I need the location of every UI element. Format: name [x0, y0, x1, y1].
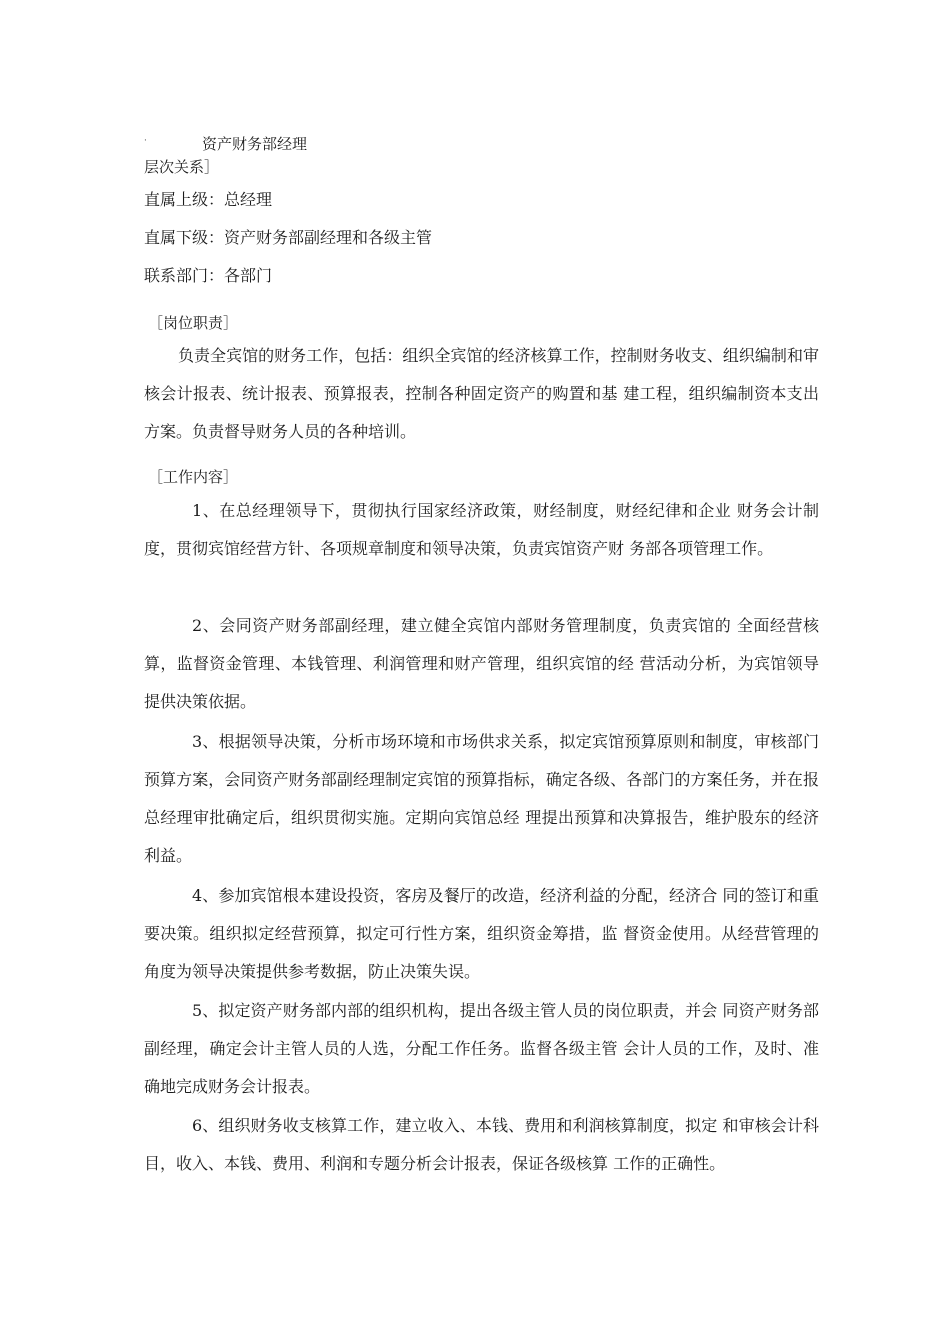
work-item-5: 5、拟定资产财务部内部的组织机构，提出各级主管人员的岗位职责，并会 同资产财务部副经理，确定会计主管人员的人选，分配工作任务。监督各级主管 会计人员的工作，及时、准确地完成财务会计报表。	[144, 1001, 819, 1096]
relation-department: 联系部门：各部门	[144, 266, 273, 285]
job-title: 资产财务部经理	[202, 135, 308, 153]
work-item-1: 1、在总经理领导下，贯彻执行国家经济政策，财经制度，财经纪律和企业 财务会计制度，贯彻宾馆经营方针、各项规章制度和领导决策，负责宾馆资产财 务部各项管理工作。	[144, 501, 819, 558]
work-item-4: 4、参加宾馆根本建设投资，客房及餐厅的改造，经济利益的分配，经济合 同的签订和重要决策。组织拟定经营预算，拟定可行性方案，组织资金筹措，监 督资金使用。从经营管理的角度为领导决策提供参考数据，防止决策失误。	[144, 886, 819, 981]
section-heading-work: ［工作内容］	[148, 468, 239, 486]
duties-paragraph: 负责全宾馆的财务工作，包括：组织全宾馆的经济核算工作，控制财务收支、组织编制和审核会计报表、统计报表、预算报表，控制各种固定资产的购置和基 建工程，组织编制资本支出方案。负责督导财务人员的各种培训。	[144, 346, 819, 441]
section-heading-duties: ［岗位职责］	[148, 314, 239, 332]
work-item-6: 6、组织财务收支核算工作，建立收入、本钱、费用和利润核算制度，拟定 和审核会计科目，收入、本钱、费用、利润和专题分析会计报表，保证各级核算 工作的正确性。	[144, 1116, 819, 1173]
work-item-3: 3、根据领导决策，分析市场环境和市场供求关系，拟定宾馆预算原则和制度，审核部门预算方案，会同资产财务部副经理制定宾馆的预算指标，确定各级、各部门的方案任务，并在报总经理审批确定后，组织贯彻实施。定期向宾馆总经 理提出预算和决算报告，维护股东的经济利益。	[144, 732, 819, 865]
work-item-2: 2、会同资产财务部副经理，建立健全宾馆内部财务管理制度，负责宾馆的 全面经营核算，监督资金管理、本钱管理、利润管理和财产管理，组织宾馆的经 营活动分析，为宾馆领导提供决策依据。	[144, 616, 819, 711]
relation-subordinate: 直属下级：资产财务部副经理和各级主管	[144, 228, 433, 247]
relation-superior: 直属上级：总经理	[144, 190, 273, 209]
section-heading-hierarchy: 层次关系］	[144, 158, 220, 176]
page-mark: ·	[144, 136, 147, 146]
